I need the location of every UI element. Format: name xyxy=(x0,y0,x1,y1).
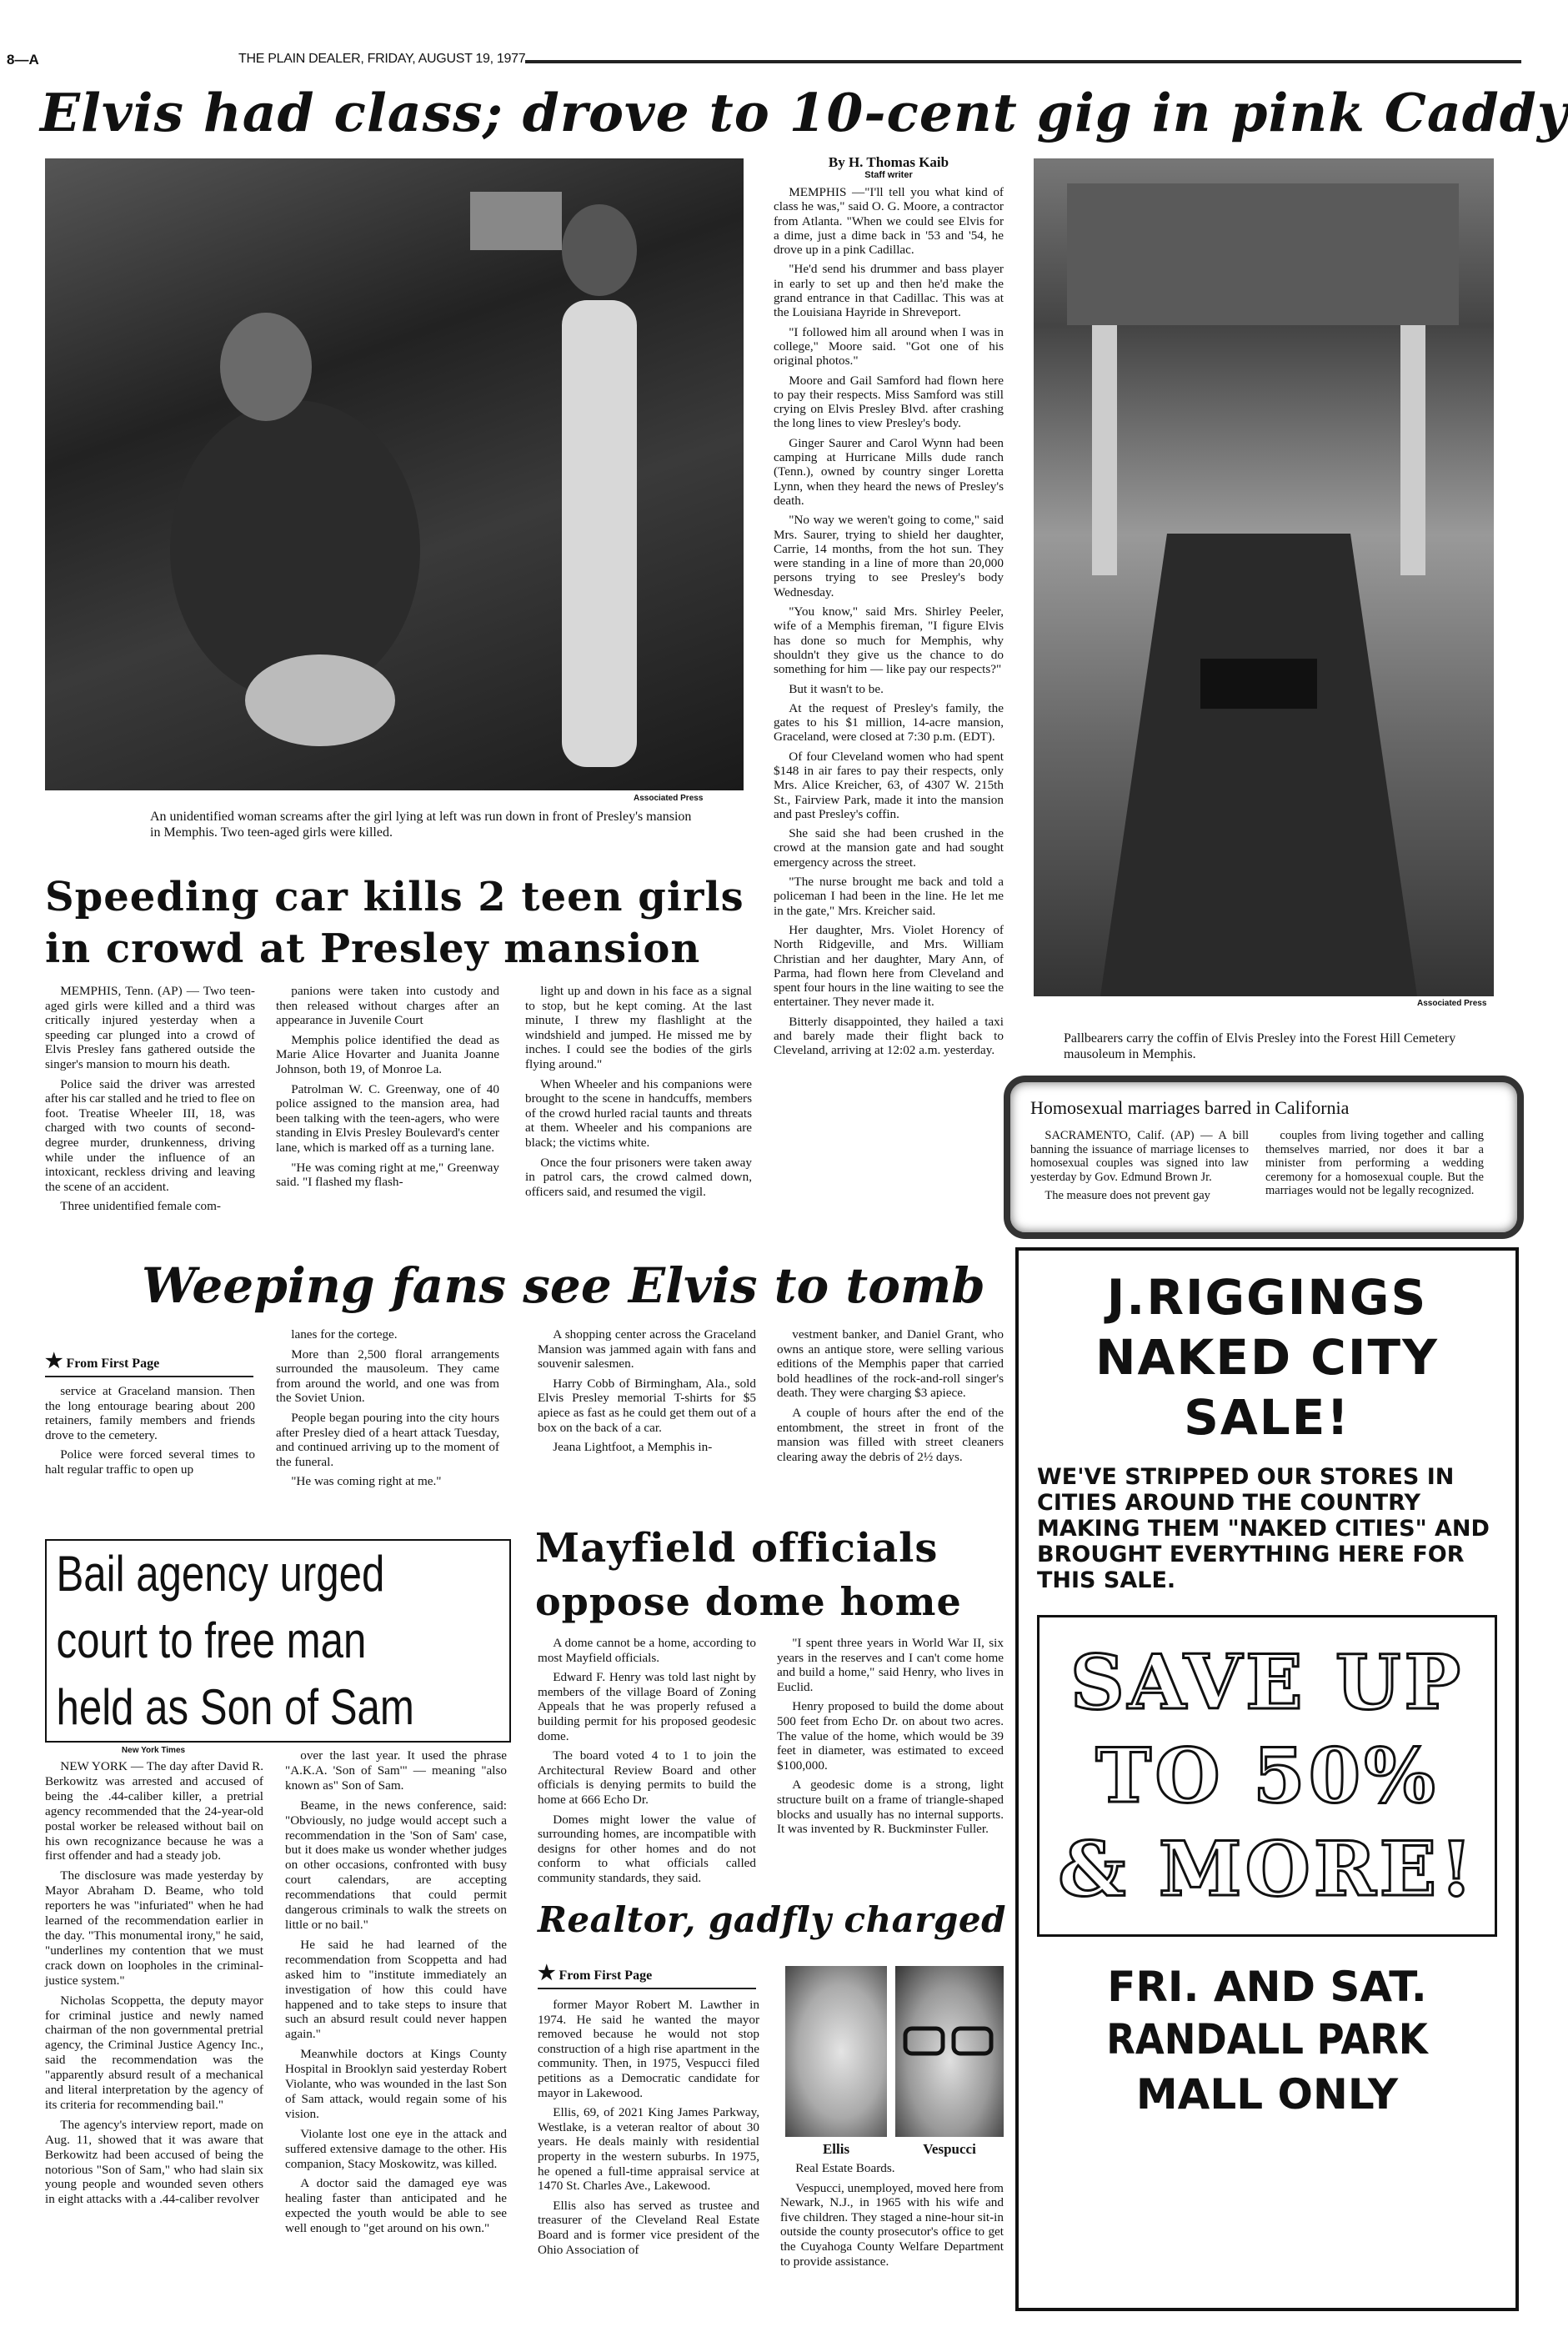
paragraph: He said he had learned of the recommendation from Scoppetta and had asked him to "institute immediately an investigation of how this could have happened and to take steps to insure that such an absurd result could never happen again." xyxy=(285,1937,507,2042)
paragraph: More than 2,500 floral arrangements surrounded the mausoleum. They came from around the world, and one was from the Soviet Union. xyxy=(276,1347,499,1406)
paragraph: A dome cannot be a home, according to most Mayfield officials. xyxy=(538,1636,756,1665)
star-icon: ★ xyxy=(45,1351,63,1372)
paragraph: MEMPHIS, Tenn. (AP) — Two teen-aged girls were killed and a third was critically injured yesterday when a speeding car plunged into a crowd of Elvis Presley fans gathered outside the singer's mansion to mourn his death. xyxy=(45,984,255,1071)
ad-body: WE'VE STRIPPED OUR STORES IN CITIES AROUND THE COUNTRY MAKING THEM "NAKED CITIES" AND BROUGHT EVERYTHING HERE FOR THIS SALE. xyxy=(1037,1464,1490,1593)
star-icon: ★ xyxy=(538,1963,556,1984)
funeral-photo xyxy=(1034,158,1494,996)
paragraph: Vespucci, unemployed, moved here from Newark, N.J., in 1965 with his wife and five children. They staged a nine-hour sit-in outside the county prosecutor's office to get the Cuyahoga County Welfare Department to provide assistance. xyxy=(780,2180,1004,2269)
paragraph: "I spent three years in World War II, six years in the reserves and I can't come home and build a home," said Henry, who lives in Euclid. xyxy=(777,1636,1004,1694)
paragraph: At the request of Presley's family, the gates to his $1 million, 14-acre mansion, Graceland, were closed at 7:30 p.m. (EDT). xyxy=(774,700,1004,745)
bail-col-2 xyxy=(285,1748,507,2309)
ad-save-line: TO 50% xyxy=(1095,1732,1439,1820)
speeding-col-1 xyxy=(45,984,255,1214)
from-first-page-label: From First Page xyxy=(66,1357,160,1371)
paper-dateline: THE PLAIN DEALER, FRIDAY, AUGUST 19, 1977 xyxy=(238,52,526,66)
mayfield-headline-2: oppose dome home xyxy=(535,1579,962,1624)
crash-scene-illustration xyxy=(45,158,744,790)
ad-days: FRI. AND SAT. xyxy=(1107,1963,1427,2011)
bail-headline-3: held as Son of Sam xyxy=(56,1679,414,1735)
photo-name-ellis: Ellis xyxy=(822,2141,850,2157)
paragraph: Edward F. Henry was told last night by members of the village Board of Zoning Appeals that he was properly refused a building permit for his proposed geodesic dome. xyxy=(538,1670,756,1743)
paragraph: over the last year. It used the phrase "A.K.A. 'Son of Sam'" — meaning "also known as" Son of Sam. xyxy=(285,1748,507,1793)
paragraph: Meanwhile doctors at Kings County Hospital in Brooklyn said yesterday Robert Violante, who was wounded in the last Son of Sam attack, would regain some of his vision. xyxy=(285,2047,507,2121)
weeping-col-2 xyxy=(276,1327,499,1502)
masthead-rule xyxy=(525,60,1521,63)
page-folio: 8—A xyxy=(7,52,39,68)
speeding-col-3 xyxy=(525,984,752,1205)
paragraph: Moore and Gail Samford had flown here to pay their respects. Miss Samford was still crying on Elvis Presley Blvd. after crashing the long lines to view Presley's body. xyxy=(774,373,1004,431)
paragraph: Nicholas Scoppetta, the deputy mayor for criminal justice and newly named chairman of the non governmental pretrial agency, the Criminal Justice Agency Inc., said the recommendation was the "apparently absurd result of a mechanical and literal interpretation by the agency of its criteria for recommending bail." xyxy=(45,1993,263,2112)
ad-location-1: RANDALL PARK xyxy=(1106,2015,1428,2064)
paragraph: Police were forced several times to halt regular traffic to open up xyxy=(45,1447,255,1477)
crash-scene-photo xyxy=(45,158,744,790)
paragraph: Ellis also has served as trustee and treasurer of the Cleveland Real Estate Board and is former vice president of the Ohio Association of xyxy=(538,2198,759,2257)
paragraph: A geodesic dome is a strong, light structure built on a frame of triangle-shaped blocks and usually has no internal supports. It was invented by R. Buckminster Fuller. xyxy=(777,1778,1004,1837)
photo-caption: An unidentified woman screams after the girl lying at left was run down in front of Presley's mansion in Memphis. Two teen-aged girls were killed. xyxy=(150,810,692,840)
paragraph: Harry Cobb of Birmingham, Ala., sold Elvis Presley memorial T-shirts for $5 apiece as fast as he could get them out of a box on the back of a car. xyxy=(538,1376,756,1435)
from-first-page xyxy=(538,1961,756,1989)
byline: By H. Thomas Kaib xyxy=(828,154,949,170)
ad-save-box xyxy=(1037,1615,1497,1937)
realtor-col-1 xyxy=(538,1998,759,2257)
photo-name-vespucci: Vespucci xyxy=(923,2141,976,2157)
paragraph: Real Estate Boards. xyxy=(795,2161,895,2175)
paragraph: Of four Cleveland women who had spent $148 in air fares to pay their respects, only Mrs. Alice Kreicher, 63, of 4307 W. 215th St., Fairview Park, made it into the mansion and past Presley's coffin. xyxy=(774,749,1004,821)
photo-credit: Associated Press xyxy=(634,794,704,803)
paragraph: "I followed him all around when I was in college," Moore said. "Got one of his original photos." xyxy=(774,324,1004,369)
california-col-1 xyxy=(1030,1129,1249,1227)
mayfield-col-1 xyxy=(538,1636,756,1885)
ellis-portrait xyxy=(785,1966,887,2137)
from-first-page xyxy=(45,1349,253,1377)
mayfield-col-2 xyxy=(777,1636,1004,1848)
california-brief-box xyxy=(1004,1076,1524,1239)
paragraph: The disclosure was made yesterday by Mayor Abraham D. Beame, who told reporters he was "infuriated" when he had learned of the recommendation earlier in the day. "This monumental irony," he said, "underlines my contention that we must crack down on loopholes in the criminal-justice system." xyxy=(45,1868,263,1988)
paragraph: Police said the driver was arrested after his car stalled and he tried to flee on foot. Treatise Wheeler III, 18, was charged with two counts of second-degree murder, drunkenness, driving while under the influence of an intoxicant, reckless driving and leaving the scene of an accident. xyxy=(45,1076,255,1194)
photo-credit: Associated Press xyxy=(1417,999,1487,1008)
paragraph: Domes might lower the value of surrounding homes, are incompatible with designs for other homes and do not conform to what officials called community standards, they said. xyxy=(538,1812,756,1885)
ad-location-2: MALL ONLY xyxy=(1135,2070,1399,2119)
vespucci-portrait xyxy=(895,1966,1004,2137)
paragraph: A doctor said the damaged eye was healing faster than anticipated and he expected the youth would be able to see well enough to "get around on his own." xyxy=(285,2176,507,2236)
paragraph: "No way we weren't going to come," said Mrs. Saurer, trying to shield her daughter, Carrie, 14 months, from the hot sun. They were standing in a line of more than 20,000 persons trying to see Presley's body Wednesday. xyxy=(774,513,1004,599)
paragraph: "He'd send his drummer and bass player in early to set up and then he'd make the grand entrance in that Cadillac. This was at the Louisiana Hayride in Shreveport. xyxy=(774,262,1004,320)
glasses-illustration xyxy=(895,1966,1004,2137)
ad-save-line: & MORE! xyxy=(1058,1825,1476,1913)
california-col-2 xyxy=(1265,1129,1484,1227)
paragraph: MEMPHIS —"I'll tell you what kind of class he was," said O. G. Moore, a contractor from Atlanta. "When we could see Elvis for a dime, just a dime back in '53 and '54, he drove up in a pink Cadillac. xyxy=(774,185,1004,258)
paragraph: When Wheeler and his companions were brought to the scene in handcuffs, members of the crowd hurled racial taunts and threats at them. Wheeler and his companions are black; the victims white. xyxy=(525,1076,752,1150)
speeding-col-2 xyxy=(276,984,499,1205)
paragraph: Jeana Lightfoot, a Memphis in- xyxy=(553,1440,713,1455)
realtor-headline: Realtor, gadfly charged xyxy=(538,1899,1006,1940)
paragraph: SACRAMENTO, Calif. (AP) — A bill banning the issuance of marriage licenses to homosexual couples was signed into law yesterday by Gov. Edmund Brown Jr. xyxy=(1030,1129,1249,1184)
paragraph: The agency's interview report, made on Aug. 11, showed that it was aware that Berkowitz had been accused of being the notorious "Son of Sam," who had slain six young people and wounded seven others in eight attacks with a .44-caliber revolver xyxy=(45,2117,263,2207)
weeping-col-4 xyxy=(777,1327,1004,1502)
news-source: New York Times xyxy=(121,1746,186,1755)
weeping-col-3 xyxy=(538,1327,756,1502)
paragraph: People began pouring into the city hours after Presley died of a heart attack Tuesday, and continued arriving up to the moment of the funeral. xyxy=(276,1410,499,1469)
paragraph: Memphis police identified the dead as Marie Alice Hovarter and Juanita Joanne Johnson, both 19, of Monroe La. xyxy=(276,1032,499,1076)
paragraph: Ellis, 69, of 2021 King James Parkway, Westlake, is a veteran realtor of about 30 years. He deals mainly with residential property in the western suburbs. In 1975, he opened a full-time appraisal service at 1470 St. Charles Ave., Lakewood. xyxy=(538,2105,759,2194)
paragraph: "You know," said Mrs. Shirley Peeler, wife of a Memphis fireman, "I figure Elvis has done so much for Memphis, why shouldn't they give us the chance to do something for him — like pay our respects?" xyxy=(774,604,1004,677)
paragraph: Violante lost one eye in the attack and suffered extensive damage to the other. His companion, Stacy Moskowitz, was killed. xyxy=(285,2126,507,2171)
from-first-page-label: From First Page xyxy=(559,1968,653,1983)
bail-col-1 xyxy=(45,1759,263,2309)
byline-role: Staff writer xyxy=(864,170,913,180)
paragraph: Bitterly disappointed, they hailed a taxi and barely made their flight back to Cleveland, arriving at 12:02 a.m. yesterday. xyxy=(774,1014,1004,1058)
ad-save-line: SAVE UP xyxy=(1070,1638,1465,1727)
paragraph: Once the four prisoners were taken away in patrol cars, the crowd calmed down, officers said, and resumed the vigil. xyxy=(525,1155,752,1199)
ad-sale: SALE! xyxy=(1184,1389,1350,1446)
realtor-col-2 xyxy=(780,2161,1004,2269)
paragraph: A shopping center across the Graceland Mansion was jammed again with fans and souvenir salesmen. xyxy=(538,1327,756,1372)
paragraph: "He was coming right at me." xyxy=(291,1474,442,1489)
california-headline: Homosexual marriages barred in California xyxy=(1030,1097,1350,1118)
paragraph: But it wasn't to be. xyxy=(789,681,884,696)
paragraph: Patrolman W. C. Greenway, one of 40 police assigned to the mansion area, had been talking with the teen-agers, who were standing in Elvis Presley Boulevard's center lane, which is marked off as a turning lane. xyxy=(276,1081,499,1155)
paragraph: lanes for the cortege. xyxy=(291,1327,398,1342)
main-headline: Elvis had class; drove to 10-cent gig in pink Caddy xyxy=(40,82,1568,143)
paragraph: light up and down in his face as a signal to stop, but he kept coming. At the last minute, I threw my flashlight at the windshield and jumped. He missed me by inches. I could see the bodies of the girls flying around." xyxy=(525,984,752,1071)
paragraph: service at Graceland mansion. Then the long entourage bearing about 200 retainers, family members and friends drove to the cemetery. xyxy=(45,1384,255,1442)
paragraph: The measure does not prevent gay xyxy=(1044,1189,1210,1202)
bail-headline-2: court to free man xyxy=(56,1612,367,1668)
mayfield-headline-1: Mayfield officials xyxy=(535,1525,939,1572)
jriggings-advertisement xyxy=(1015,1247,1519,2311)
paragraph: The board voted 4 to 1 to join the Architectural Review Board and other officials is denying permits to build the home at 666 Echo Dr. xyxy=(538,1748,756,1807)
bail-headline-1: Bail agency urged xyxy=(56,1546,385,1602)
ad-brand: J.RIGGINGS xyxy=(1106,1269,1428,1326)
paragraph: vestment banker, and Daniel Grant, who owns an antique store, were selling various editions of the Memphis paper that carried bold headlines of the rock-and-roll singer's death. They were charging $3 apiece. xyxy=(777,1327,1004,1401)
speeding-car-headline: Speeding car kills 2 teen girls in crowd at Presley mansion xyxy=(45,874,744,972)
paragraph: NEW YORK — The day after David R. Berkowitz was arrested and accused of being the .44-caliber killer, a pretrial agency recommended that the 24-year-old postal worker be released without bail on his own recognizance because he was a first offender and had a steady job. xyxy=(45,1759,263,1863)
paragraph: couples from living together and calling themselves married, nor does it bar a minister from performing a wedding ceremony for a homosexual couple. But the marriages would not be legally recognized. xyxy=(1265,1129,1484,1197)
paragraph: panions were taken into custody and then released without charges after an appearance in Juvenile Court xyxy=(276,984,499,1028)
kaib-article xyxy=(774,185,1004,1165)
weeping-headline: Weeping fans see Elvis to tomb xyxy=(142,1257,985,1314)
funeral-illustration xyxy=(1034,158,1494,996)
paragraph: Three unidentified female com- xyxy=(60,1199,221,1214)
weeping-col-1 xyxy=(45,1384,255,1501)
paragraph: "The nurse brought me back and told a policeman I had been in the line. He let me in the gate," Mrs. Kreicher said. xyxy=(774,875,1004,918)
paragraph: Beame, in the news conference, said: "Obviously, no judge would accept such a recommendation in the 'Son of Sam' case, but it does make us wonder whether judges on other occasions, confronted with busy court calendars, are accepting recommendations that could permit dangerous criminals to walk the streets on little or no bail." xyxy=(285,1798,507,1932)
paragraph: former Mayor Robert M. Lawther in 1974. He said he wanted the mayor removed because he would not stop construction of a high rise apartment in the community. Then, in 1975, Vespucci filed petitions as a Democratic candidate for mayor in Lakewood. xyxy=(538,1998,759,2100)
paragraph: Her daughter, Mrs. Violet Horency of North Ridgeville, and Mrs. William Christian and her daughter, Mary Ann, of Parma, had flown here from Cleveland and spent four hours in the line waiting to see the entertainer. They never made it. xyxy=(774,922,1004,1010)
paragraph: Henry proposed to build the dome about 500 feet from Echo Dr. on about two acres. The value of the home, which would be 39 feet in diameter, was estimated to exceed $100,000. xyxy=(777,1699,1004,1773)
paragraph: "He was coming right at me," Greenway said. "I flashed my flash- xyxy=(276,1160,499,1190)
ad-title: NAKED CITY xyxy=(1095,1329,1440,1386)
paragraph: She said she had been crushed in the crowd at the mansion gate and had sought emergency across the street. xyxy=(774,826,1004,870)
bail-headline-box xyxy=(45,1539,511,1743)
paragraph: A couple of hours after the end of the entombment, the street in front of the mansion was filled with street cleaners clearing away the debris of 2½ days. xyxy=(777,1405,1004,1464)
paragraph: Ginger Saurer and Carol Wynn had been camping at Hurricane Mills dude ranch (Tenn.), owned by country singer Loretta Lynn, when they heard the news of Presley's death. xyxy=(774,435,1004,508)
photo-caption: Pallbearers carry the coffin of Elvis Presley into the Forest Hill Cemetery mausoleum in Memphis. xyxy=(1064,1031,1456,1061)
